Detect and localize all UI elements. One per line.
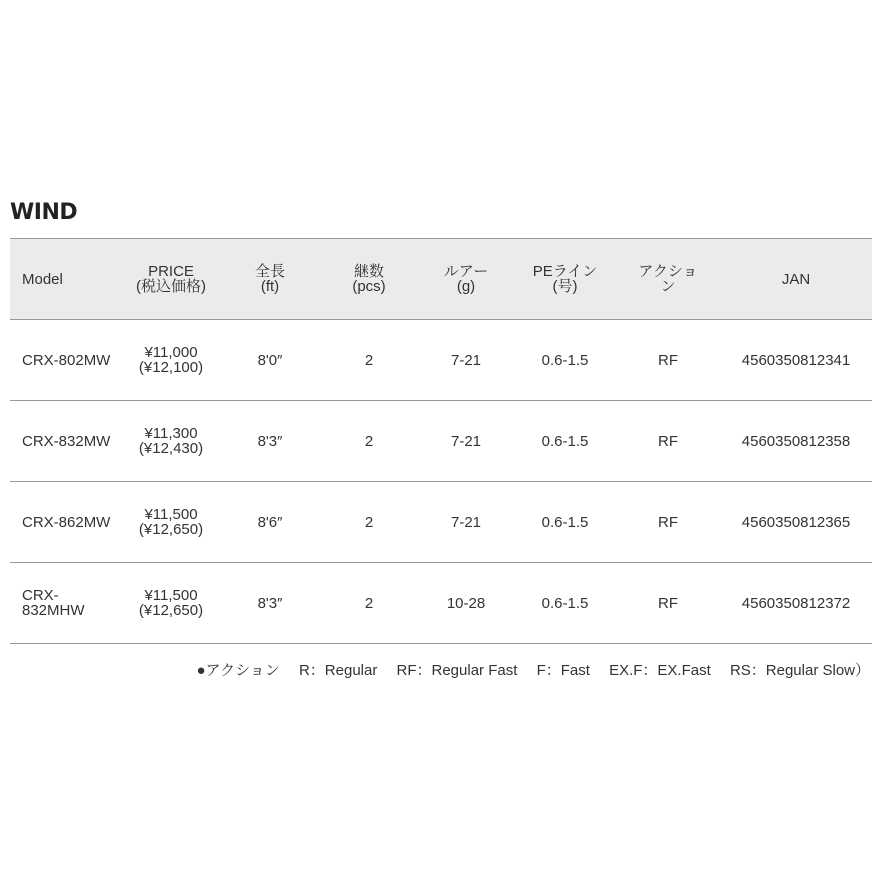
cell-lure: 7-21 [418, 401, 514, 482]
cell-model [10, 563, 122, 644]
model-name: CRX-802MW [22, 351, 111, 369]
price-tax-value: (¥12,650) [138, 602, 204, 619]
cell-price [122, 320, 220, 401]
cell-price [122, 401, 220, 482]
cell-jan: 4560350812372 [720, 563, 872, 644]
price-value: ¥11,500 [144, 506, 198, 523]
cell-pieces: 2 [320, 320, 418, 401]
cell-length: 8'3″ [220, 563, 320, 644]
table-row [10, 563, 872, 644]
cell-price [122, 482, 220, 563]
table-body [10, 320, 872, 644]
header-jan [720, 239, 872, 320]
cell-length: 8'3″ [220, 401, 320, 482]
cell-pieces: 2 [320, 482, 418, 563]
cell-action: RF [616, 563, 720, 644]
model-name-cont: 832MHW [22, 602, 85, 619]
header-model-label: Model [22, 270, 63, 288]
cell-jan: 4560350812358 [720, 401, 872, 482]
table-row [10, 401, 872, 482]
cell-action: RF [616, 482, 720, 563]
action-legend [196, 659, 870, 680]
cell-lure: 7-21 [418, 482, 514, 563]
cell-pieces: 2 [320, 563, 418, 644]
header-length [220, 239, 320, 320]
table-header [10, 239, 872, 320]
price-value: ¥11,500 [144, 587, 198, 604]
cell-price [122, 563, 220, 644]
price-tax-value: (¥12,100) [138, 359, 204, 376]
cell-pieces: 2 [320, 401, 418, 482]
cell-action: RF [616, 401, 720, 482]
header-pieces-label: 継数 [353, 263, 384, 280]
cell-length: 8'0″ [220, 320, 320, 401]
header-action-label: アクショ [638, 263, 698, 280]
legend-heading: ●アクション [196, 662, 280, 679]
cell-pe-line: 0.6-1.5 [514, 482, 616, 563]
header-price [122, 239, 220, 320]
price-value: ¥11,300 [144, 425, 198, 442]
price-tax-value: (¥12,430) [138, 440, 204, 457]
price-tax-value: (¥12,650) [138, 521, 204, 538]
cell-length: 8'6″ [220, 482, 320, 563]
section-title: WIND [10, 200, 78, 225]
model-name: CRX-832MW [22, 432, 111, 450]
cell-jan: 4560350812365 [720, 482, 872, 563]
cell-pe-line: 0.6-1.5 [514, 320, 616, 401]
header-pieces [320, 239, 418, 320]
header-row [10, 239, 872, 320]
header-length-label: 全長 [254, 263, 285, 280]
header-pe-unit: (号) [552, 278, 578, 295]
cell-action: RF [616, 320, 720, 401]
header-lure-label: ルアー [443, 263, 489, 280]
cell-pe-line: 0.6-1.5 [514, 563, 616, 644]
legend-item-regular: R：Regular [298, 662, 378, 679]
table-row [10, 320, 872, 401]
header-pieces-unit: (pcs) [352, 278, 386, 295]
price-value: ¥11,000 [144, 344, 198, 361]
cell-lure: 10-28 [418, 563, 514, 644]
header-length-unit: (ft) [260, 278, 280, 295]
legend-item-fast: F：Fast [536, 662, 590, 679]
cell-pe-line: 0.6-1.5 [514, 401, 616, 482]
model-name: CRX- [22, 587, 59, 604]
spec-table [10, 238, 872, 644]
header-action-label-cont: ン [660, 278, 676, 295]
cell-model [10, 320, 122, 401]
legend-item-ex-fast: EX.F：EX.Fast [609, 662, 711, 679]
header-jan-label: JAN [781, 270, 811, 288]
header-action [616, 239, 720, 320]
cell-jan: 4560350812341 [720, 320, 872, 401]
header-lure [418, 239, 514, 320]
header-pe-label: PEライン [532, 263, 598, 280]
model-name: CRX-862MW [22, 513, 111, 531]
header-price-label: PRICE [148, 263, 194, 280]
cell-model [10, 482, 122, 563]
header-lure-unit: (g) [456, 278, 476, 295]
header-price-unit: (税込価格) [136, 278, 206, 295]
cell-lure: 7-21 [418, 320, 514, 401]
legend-item-regular-slow: RS：Regular Slow） [729, 662, 870, 679]
header-model [10, 239, 122, 320]
header-pe-line [514, 239, 616, 320]
table-row [10, 482, 872, 563]
legend-item-regular-fast: RF：Regular Fast [396, 662, 518, 679]
cell-model [10, 401, 122, 482]
